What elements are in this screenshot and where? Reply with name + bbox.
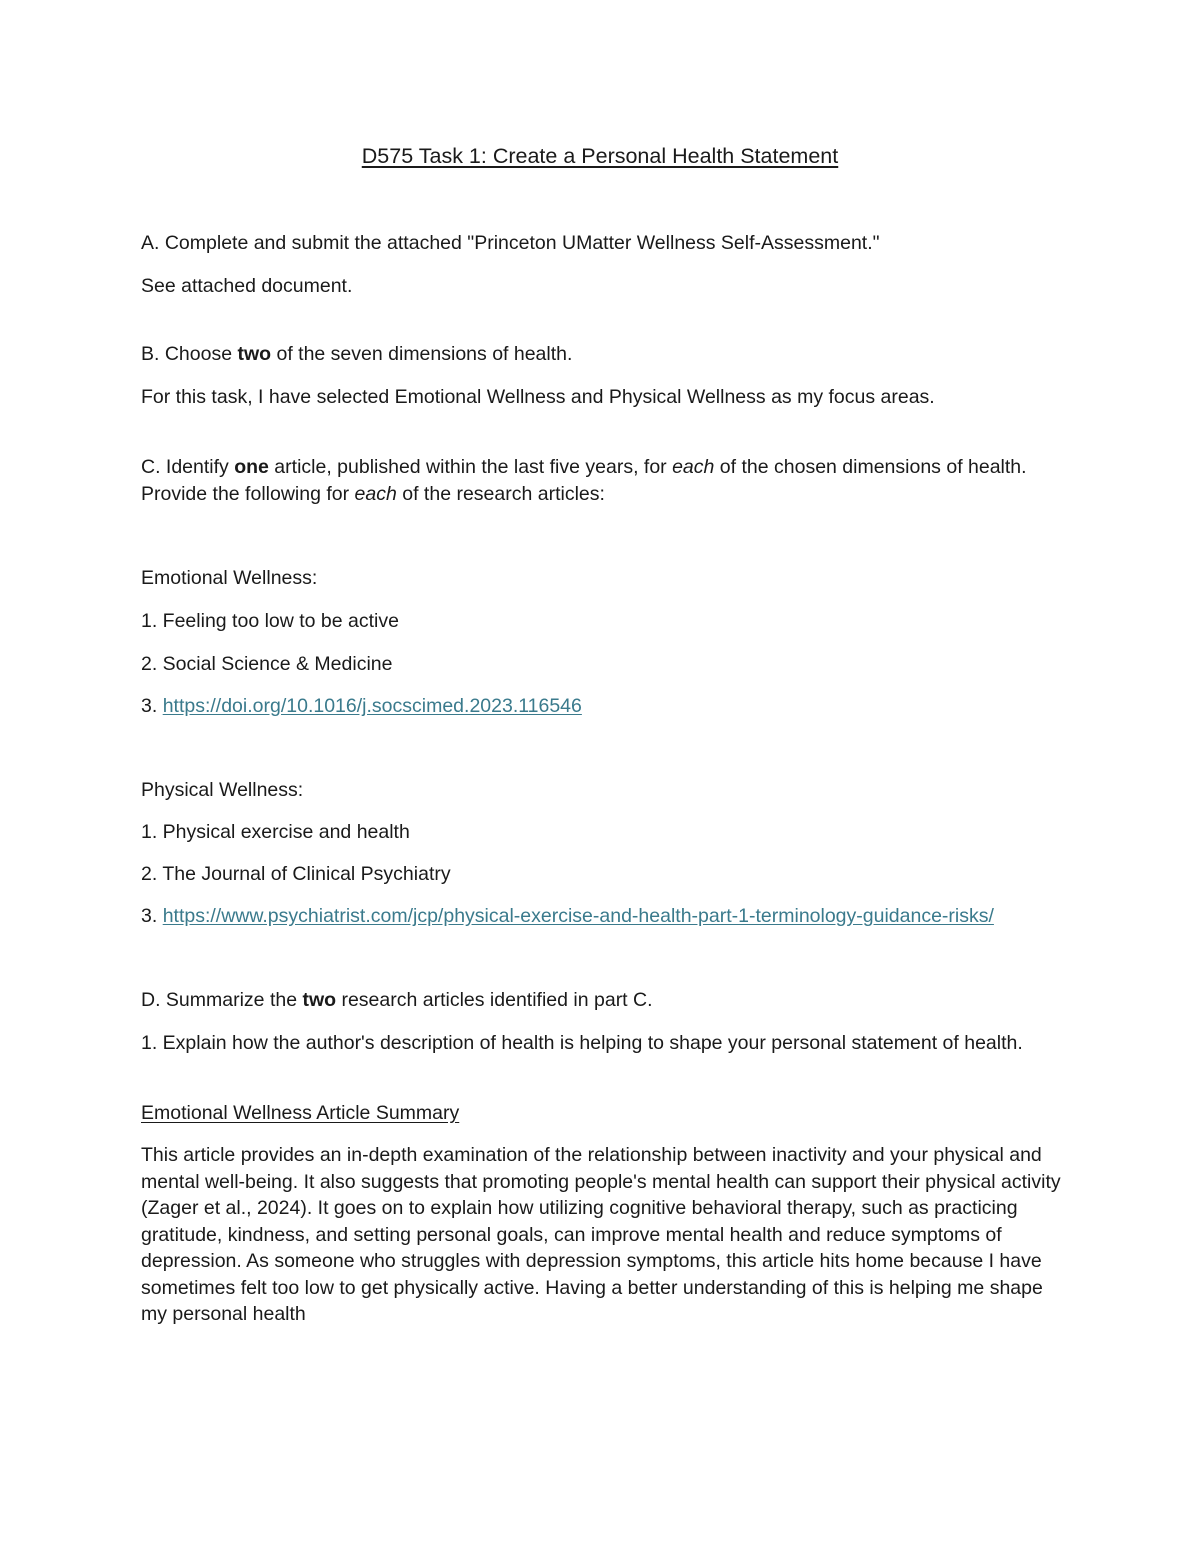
- emotional-article-doi-prefix: 3.: [141, 695, 163, 717]
- emotional-article-journal: 2. Social Science & Medicine: [141, 653, 393, 675]
- section-b-prompt: [141, 341, 1061, 368]
- emotional-summary-text: This article provides an in-depth examination of the relationship between inactivity and your physical and mental well-being. It also suggests that promoting people's mental health can support their physical activity (Zager et al., 2024). It goes on to explain how utilizing cognitive behavioral therapy, such as practicing gratitude, kindness, and setting personal goals, can improve mental health and reduce symptoms of depression. As someone who struggles with depression symptoms, this article hits home because I have sometimes felt too low to get physically active. Having a better understanding of this is helping me shape my personal health: [141, 1144, 1061, 1325]
- emotional-wellness-heading: Emotional Wellness:: [141, 567, 318, 589]
- section-a-prompt: A. Complete and submit the attached "Princeton UMatter Wellness Self-Assessment.": [141, 232, 880, 254]
- section-c-prompt-part3: of the chosen dimensions of health. Provide the following for: [141, 456, 1027, 505]
- physical-wellness-heading: Physical Wellness:: [141, 779, 304, 801]
- section-d-prompt-emphasis: two: [302, 989, 337, 1011]
- section-c-prompt: [141, 454, 1061, 508]
- section-b-answer: For this task, I have selected Emotional Wellness and Physical Wellness as my focus areas.: [141, 386, 935, 408]
- section-c-prompt-part2: article, published within the last five years, for: [268, 456, 673, 478]
- section-c-prompt-italic-1: each: [672, 456, 715, 478]
- section-c-prompt-italic-2: each: [354, 483, 397, 505]
- section-d-prompt-start: D. Summarize the: [141, 989, 303, 1011]
- physical-article-url-prefix: 3.: [141, 905, 163, 927]
- section-c-prompt-part1: C. Identify: [141, 456, 235, 478]
- physical-article-url: [141, 903, 1061, 929]
- section-c-prompt-part4: of the research articles:: [396, 483, 605, 505]
- emotional-article-doi: [141, 693, 1061, 720]
- section-b-prompt-emphasis: two: [237, 343, 272, 365]
- physical-article-journal: 2. The Journal of Clinical Psychiatry: [141, 863, 451, 885]
- physical-article-url-link[interactable]: https://www.psychiatrist.com/jcp/physical-exercise-and-health-part-1-terminology-guidance-risks/: [162, 905, 994, 927]
- emotional-article-doi-link[interactable]: https://doi.org/10.1016/j.socscimed.2023.116546: [162, 695, 582, 717]
- section-b-prompt-start: B. Choose: [141, 343, 238, 365]
- section-c-prompt-emphasis: one: [234, 456, 269, 478]
- document-body: [141, 230, 1061, 1328]
- section-b-prompt-end: of the seven dimensions of health.: [271, 343, 573, 365]
- section-a-answer: See attached document.: [141, 275, 353, 297]
- section-d-prompt-end: research articles identified in part C.: [336, 989, 653, 1011]
- section-d-subprompt: 1. Explain how the author's description of health is helping to shape your personal statement of health.: [141, 1032, 1023, 1054]
- emotional-summary-heading: Emotional Wellness Article Summary: [141, 1102, 460, 1124]
- physical-article-title: 1. Physical exercise and health: [141, 821, 410, 843]
- section-d-prompt: [141, 987, 1061, 1014]
- emotional-article-title: 1. Feeling too low to be active: [141, 610, 399, 632]
- document-title: D575 Task 1: Create a Personal Health Statement: [361, 144, 839, 168]
